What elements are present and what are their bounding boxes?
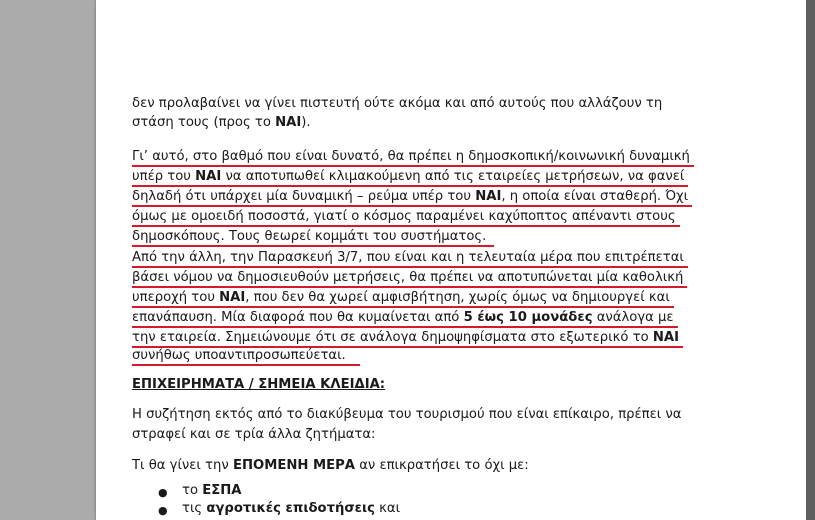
- p2-line-2: υπέρ του ΝΑΙ να αποτυπωθεί κλιμακούμενη από τις εταιρείες μετρήσεων, να φανεί: [132, 167, 688, 186]
- p3-line-6: συνήθως υποαντιπροσωπεύεται.: [132, 346, 360, 365]
- p3-line-1: Από την άλλη, την Παρασκευή 3/7, που είναι και η τελευταία μέρα που επιτρέπεται: [132, 248, 688, 267]
- section-heading: ΕΠΙΧΕΙΡΗΜΑΤΑ / ΣΗΜΕΙΑ ΚΛΕΙΔΙΑ:: [132, 377, 386, 392]
- p4-line-2: στραφεί και σε τρία άλλα ζητήματα:: [132, 427, 376, 442]
- p4-line-1: Η συζήτηση εκτός από το διακύβευμα του τουρισμού που είναι επίκαιρο, πρέπει να: [132, 407, 682, 422]
- p3-line-2: βάσει νόμου να δημοσιευθούν μετρήσεις, θα πρέπει να αποτυπώνεται μία καθολική: [132, 268, 687, 287]
- viewer-scrollbar[interactable]: [806, 0, 815, 520]
- p2-line-1: Γι’ αυτό, στο βαθμό που είναι δυνατό, θα πρέπει η δημοσκοπική/κοινωνική δυναμική: [132, 147, 694, 166]
- list-item-text: το ΕΣΠΑ: [182, 483, 242, 498]
- bullet-icon: ●: [158, 486, 168, 499]
- p3-line-5: την εταιρεία. Σημειώνουμε ότι σε ανάλογα δημοψηφίσματα στο εξωτερικό το ΝΑΙ: [132, 328, 683, 347]
- p1-line-1: δεν προλαβαίνει να γίνει πιστευτή ούτε ακόμα και από αυτούς που αλλάζουν τη: [132, 96, 663, 111]
- p3-line-4: επανάπαυση. Μία διαφορά που θα κυμαίνεται από 5 έως 10 μονάδες ανάλογα με: [132, 308, 678, 327]
- p2-line-5: δημοσκόπους. Τους θεωρεί κομμάτι του συστήματος.: [132, 227, 494, 246]
- list-item-text: τις αγροτικές επιδοτήσεις και: [182, 501, 401, 516]
- bullet-icon: ●: [158, 504, 168, 517]
- p1-line-2: στάση τους (προς το ΝΑΙ).: [132, 115, 311, 130]
- p2-line-3: δηλαδή ότι υπάρχει μία δυναμική – ρεύμα υπέρ του ΝΑΙ, η οποία είναι σταθερή. Όχι: [132, 187, 692, 206]
- p3-line-3: υπεροχή του ΝΑΙ, που δεν θα χωρεί αμφισβήτηση, χωρίς όμως να δημιουργεί και: [132, 288, 674, 307]
- p5-line-1: Τι θα γίνει την ΕΠΟΜΕΝΗ ΜΕΡΑ αν επικρατήσει το όχι με:: [132, 458, 529, 473]
- p2-line-4: όμως με ομοειδή ποσοστά, γιατί ο κόσμος παραμένει καχύποπτος απέναντι στους: [132, 207, 680, 226]
